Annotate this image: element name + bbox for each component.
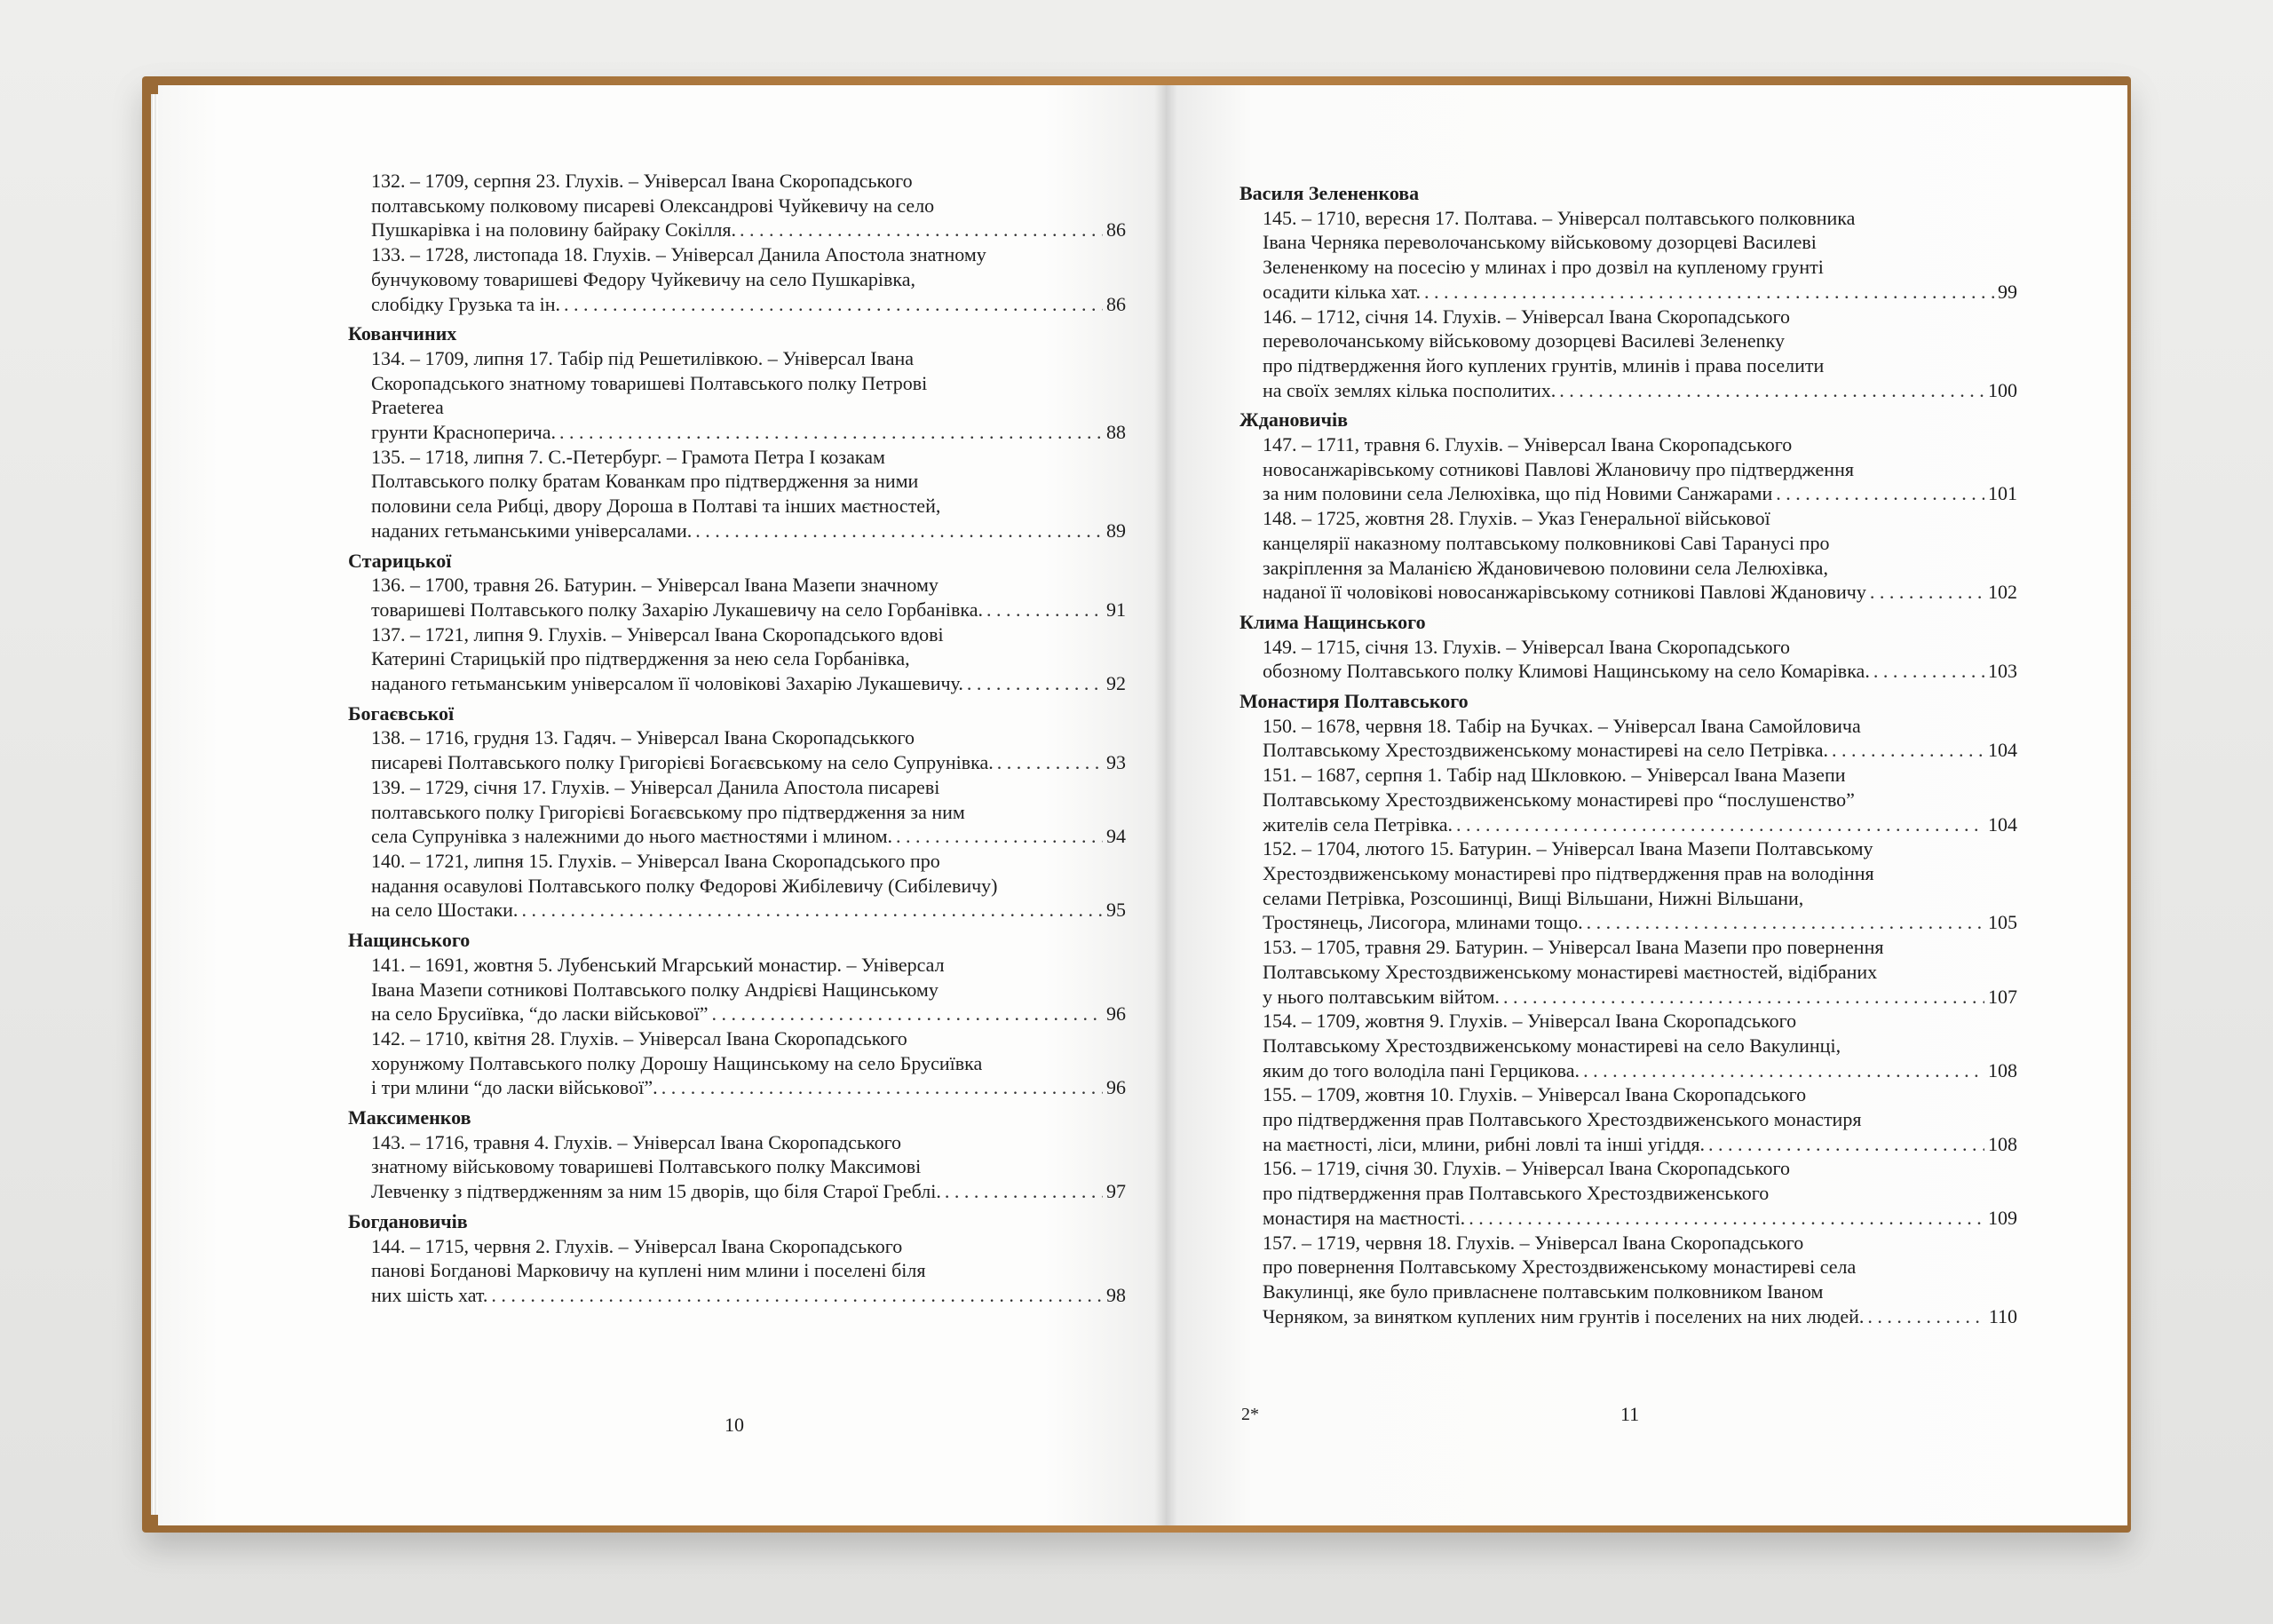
dot-leader xyxy=(1870,580,1984,605)
entry-last-text: обозному Полтавського полку Климові Нащинському на село Комарівка. xyxy=(1263,660,1870,683)
entry-last-text: слобідку Грузька та ін. xyxy=(371,292,561,315)
entry-line: панові Богданові Марковичу на куплені ним млини і поселені біля xyxy=(371,1259,926,1282)
entry-line: 132. – 1709, серпня 23. Глухів. – Універсал Івана Скоропадського xyxy=(371,170,913,192)
entry-line: про підтвердження прав Полтавського Хрестоздвиженського монастиря xyxy=(1263,1108,1862,1131)
entry-line: 144. – 1715, червня 2. Глухів. – Універсал Івана Скоропадського xyxy=(371,1234,903,1257)
entry-last-line xyxy=(1239,1206,2017,1231)
entry-last-text: жителів села Петрівка. xyxy=(1263,812,1453,836)
section-heading: Василя Зелененкова xyxy=(1239,182,1420,204)
dot-leader xyxy=(945,1179,1103,1204)
entry-line: 150. – 1678, червня 18. Табір на Бучках. – Універсал Івана Самойловича xyxy=(1263,714,1861,737)
entry-last-line xyxy=(1239,1058,2017,1083)
entry-line: 140. – 1721, липня 15. Глухів. – Універсал Івана Скоропадського про xyxy=(371,849,940,872)
toc-entry[interactable] xyxy=(1239,836,2017,935)
entry-line: 152. – 1704, лютого 15. Батурин. – Універсал Івана Мазепи Полтавському xyxy=(1263,837,1873,860)
section-heading: Нащинського xyxy=(348,929,471,952)
entry-last-line xyxy=(1239,738,2017,763)
entry-line: Катерині Старицькій про підтвердження за нею села Горбанівка, xyxy=(371,647,910,670)
entry-line: хорунжому Полтавського полку Дорошу Нащинському на село Брусиївка xyxy=(371,1051,983,1074)
entry-last-line xyxy=(1239,812,2017,837)
entry-last-text: Полтавському Хрестоздвиженському монастиреві на село Петрівка. xyxy=(1263,739,1828,762)
toc-entry[interactable] xyxy=(1239,432,2017,506)
page-reference[interactable]: 107 xyxy=(1988,985,2017,1008)
entry-last-text: Тростянець, Лисогора, млинами тощо. xyxy=(1263,911,1583,934)
entry-last-line xyxy=(348,824,1126,849)
entry-last-line xyxy=(1239,378,2017,403)
signature-mark: 2* xyxy=(1241,1405,1259,1424)
entry-last-text: у нього полтавським війтом. xyxy=(1263,985,1500,1008)
dot-leader xyxy=(695,519,1103,543)
entry-line: половини села Рибці, двору Дороша в Полтаві та інших маєтностей, xyxy=(371,495,941,518)
entry-line: Полтавському Хрестоздвиженському монастиреві маєтностей, відібраних xyxy=(1263,960,1878,983)
section-heading: Монастиря Полтавського xyxy=(1239,690,1469,713)
entry-last-text: них шість хат. xyxy=(371,1283,488,1306)
entry-line: Praeterea xyxy=(371,396,444,419)
entry-line: про підтвердження його куплених грунтів, млинів і права поселити xyxy=(1263,353,1825,376)
toc-entry[interactable] xyxy=(348,573,1126,622)
dot-leader xyxy=(491,1283,1103,1308)
page-reference[interactable]: 100 xyxy=(1988,378,2017,401)
entry-last-line xyxy=(348,671,1126,696)
entry-line: 151. – 1687, серпня 1. Табір над Шкловкою. – Універсал Івана Мазепи xyxy=(1263,764,1846,787)
entry-last-text: наданої її чоловікові новосанжарівському сотникові Павлові Ждановичу xyxy=(1263,581,1866,604)
right-contents-column xyxy=(1239,176,2017,1328)
entry-line: 138. – 1716, грудня 13. Гадяч. – Універсал Івана Скоропадськкого xyxy=(371,726,915,749)
section-heading: Ждановичів xyxy=(1239,408,1348,432)
page-reference[interactable]: 96 xyxy=(1106,1076,1126,1099)
entry-line: Полтавському Хрестоздвиженському монастиреві на село Вакулинці, xyxy=(1263,1034,1841,1057)
section-heading: Максименков xyxy=(348,1106,471,1129)
entry-line: новосанжарівському сотникові Павлові Жлановичу про підтвердження xyxy=(1263,457,1854,480)
entry-last-text: і три млини “до ласки військової”. xyxy=(371,1076,658,1099)
entry-last-line xyxy=(348,898,1126,923)
entry-line: Зелененкому на посесію у млинах і про дозвіл на купленому грунті xyxy=(1263,256,1824,279)
entry-last-line xyxy=(1239,280,2017,305)
page-reference[interactable]: 101 xyxy=(1988,482,2017,505)
entry-line: полтавському полковому писареві Олександрові Чуйкевичу на село xyxy=(371,194,935,217)
entry-line: 135. – 1718, липня 7. С.-Петербург. – Грамота Петра І козакам xyxy=(371,445,885,468)
entry-line: Полтавському Хрестоздвиженському монастиреві про “послушенство” xyxy=(1263,788,1855,811)
entry-line: бунчуковому товаришеві Федору Чуйкевичу на село Пушкарівка, xyxy=(371,267,916,290)
entry-last-text: на село Брусиївка, “до ласки військової” xyxy=(371,1002,709,1026)
toc-entry[interactable] xyxy=(1239,1156,2017,1230)
dot-leader xyxy=(967,671,1103,696)
entry-line: 156. – 1719, січня 30. Глухів. – Універсал Івана Скоропадського xyxy=(1263,1157,1790,1180)
entry-last-text: Левченку з підтвердженням за ним 15 дворів, що біля Старої Греблі. xyxy=(371,1180,941,1203)
dot-leader xyxy=(564,292,1103,317)
entry-last-line xyxy=(348,1075,1126,1100)
dot-leader xyxy=(1587,910,1984,935)
dot-leader xyxy=(997,750,1103,775)
entry-last-text: яким до того володіла пані Герцикова. xyxy=(1263,1058,1580,1081)
entry-line: полтавського полку Григорієві Богаєвському про підтвердження за ним xyxy=(371,800,965,823)
page-reference[interactable]: 86 xyxy=(1106,292,1126,315)
dot-leader xyxy=(521,898,1103,923)
right-page-number: 11 xyxy=(1620,1403,1640,1425)
entry-line: Івана Мазепи сотникові Полтавського полку Андрієві Нащинському xyxy=(371,978,939,1001)
page-reference[interactable]: 86 xyxy=(1106,218,1126,242)
entry-line: Хрестоздвиженському монастиреві про підтвердження прав на володіння xyxy=(1263,861,1874,884)
toc-entry[interactable] xyxy=(1239,714,2017,763)
entry-line: 145. – 1710, вересня 17. Полтава. – Універсал полтавського полковника xyxy=(1263,206,1856,229)
page-reference[interactable]: 97 xyxy=(1106,1180,1126,1203)
toc-entry[interactable] xyxy=(348,1234,1126,1308)
entry-line: про повернення Полтавському Хрестоздвиженському монастиреві села xyxy=(1263,1256,1857,1279)
toc-entry[interactable] xyxy=(348,242,1126,316)
entry-last-line xyxy=(1239,910,2017,935)
entry-last-line xyxy=(348,1179,1126,1204)
entry-line: знатному військовому товаришеві Полтавського полку Максимові xyxy=(371,1155,922,1178)
entry-line: Полтавського полку братам Кованкам про підтвердження за ними xyxy=(371,470,919,493)
page-reference[interactable]: 105 xyxy=(1988,911,2017,934)
section-heading: Кованчиних xyxy=(348,322,457,345)
entry-line: надання осавулові Полтавського полку Федорові Жибілевичу (Сибілевичу) xyxy=(371,874,998,897)
toc-entry[interactable] xyxy=(1239,935,2017,1009)
entry-last-text: на маєтності, ліси, млини, рибні ловлі та інші угіддя. xyxy=(1263,1132,1706,1155)
page-reference[interactable]: 109 xyxy=(1988,1206,2017,1229)
toc-entry[interactable] xyxy=(1239,763,2017,836)
toc-entry[interactable] xyxy=(1239,1231,2017,1329)
page-reference[interactable]: 89 xyxy=(1106,519,1126,542)
entry-last-text: товаришеві Полтавського полку Захарію Лукашевичу на село Горбанівка. xyxy=(371,598,984,621)
entry-line: про підтвердження прав Полтавського Хрестоздвиженського xyxy=(1263,1182,1770,1205)
entry-last-text: села Супрунівка з належними до нього маєтностями і млином. xyxy=(371,825,893,848)
dot-leader xyxy=(661,1075,1103,1100)
toc-entry[interactable] xyxy=(348,1026,1126,1100)
entry-last-text: на село Шостаки. xyxy=(371,899,519,922)
entry-line: 133. – 1728, листопада 18. Глухів. – Універсал Данила Апостола знатному xyxy=(371,243,986,266)
dot-leader xyxy=(1469,1206,1984,1231)
page-reference[interactable]: 103 xyxy=(1988,660,2017,683)
entry-line: 148. – 1725, жовтня 28. Глухів. – Указ Генеральної військової xyxy=(1263,507,1770,530)
toc-entry[interactable] xyxy=(348,775,1126,849)
toc-entry[interactable] xyxy=(348,953,1126,1026)
entry-line: 154. – 1709, жовтня 9. Глухів. – Універсал Івана Скоропадського xyxy=(1263,1010,1797,1033)
entry-line: Івана Черняка переволочанському військовому дозорцеві Василеві xyxy=(1263,231,1817,254)
entry-last-line xyxy=(348,292,1126,317)
page-reference[interactable]: 104 xyxy=(1988,812,2017,836)
entry-last-text: за ним половини села Лелюхівка, що під Новими Санжарами xyxy=(1263,482,1773,505)
entry-line: 149. – 1715, січня 13. Глухів. – Універсал Івана Скоропадського xyxy=(1263,635,1790,658)
dot-leader xyxy=(1559,378,1984,403)
entry-line: 141. – 1691, жовтня 5. Лубенський Мгарський монастир. – Універсал xyxy=(371,953,945,976)
dot-leader xyxy=(559,420,1103,445)
entry-line: 157. – 1719, червня 18. Глухів. – Універсал Івана Скоропадського xyxy=(1263,1231,1804,1254)
entry-line: селами Петрівка, Розсошинці, Вищі Вільшани, Нижні Вільшани, xyxy=(1263,886,1804,909)
page-reference[interactable]: 96 xyxy=(1106,1002,1126,1026)
entry-line: 134. – 1709, липня 17. Табір під Решетилівкою. – Універсал Івана xyxy=(371,346,914,369)
dot-leader xyxy=(1873,659,1984,684)
entry-last-line xyxy=(1239,985,2017,1010)
entry-line: 136. – 1700, травня 26. Батурин. – Універсал Івана Мазепи значному xyxy=(371,574,939,597)
toc-entry[interactable] xyxy=(348,346,1126,445)
left-contents-column xyxy=(348,169,1126,1308)
entry-last-line xyxy=(1239,659,2017,684)
entry-line: Скоропадського знатному товаришеві Полтавського полку Петрові xyxy=(371,371,928,394)
page-reference[interactable]: 95 xyxy=(1106,899,1126,922)
entry-line: 147. – 1711, травня 6. Глухів. – Універсал Івана Скоропадського xyxy=(1263,433,1793,456)
page-reference[interactable]: 88 xyxy=(1106,421,1126,444)
toc-entry[interactable] xyxy=(348,445,1126,543)
section-heading: Старицької xyxy=(348,549,452,572)
page-reference[interactable]: 108 xyxy=(1988,1058,2017,1081)
dot-leader xyxy=(896,824,1103,849)
entry-last-line xyxy=(1239,481,2017,506)
entry-line: канцелярії наказному полтавському полковникові Саві Таранусі про xyxy=(1263,531,1830,554)
entry-last-text: Пушкарівка і на половину байраку Сокілля. xyxy=(371,218,737,242)
entry-last-line xyxy=(348,1283,1126,1308)
entry-last-text: монастиря на маєтності. xyxy=(1263,1206,1466,1229)
toc-entry[interactable] xyxy=(1239,635,2017,684)
toc-entry[interactable] xyxy=(1239,1082,2017,1156)
dot-leader xyxy=(1456,812,1984,837)
page-reference[interactable]: 91 xyxy=(1106,598,1126,621)
entry-last-text: на своїх землях кілька посполитих. xyxy=(1263,378,1556,401)
dot-leader xyxy=(1708,1132,1984,1157)
dot-leader xyxy=(1867,1304,1984,1329)
toc-entry[interactable] xyxy=(348,622,1126,696)
page-reference[interactable]: 93 xyxy=(1106,751,1126,774)
entry-line: переволочанському військовому дозорцеві Василеві Зеленenку xyxy=(1263,329,1785,353)
entry-last-line xyxy=(348,750,1126,775)
entry-line: 143. – 1716, травня 4. Глухів. – Універсал Івана Скоропадського xyxy=(371,1130,902,1153)
section-heading: Клима Нащинського xyxy=(1239,610,1426,633)
toc-entry[interactable] xyxy=(1239,305,2017,403)
dot-leader xyxy=(1832,738,1984,763)
entry-last-line xyxy=(348,519,1126,543)
toc-entry[interactable] xyxy=(1239,206,2017,305)
entry-line: 153. – 1705, травня 29. Батурин. – Універсал Івана Мазепи про повернення xyxy=(1263,936,1884,959)
dot-leader xyxy=(986,598,1103,622)
entry-last-text: грунти Красноперича. xyxy=(371,421,557,444)
dot-leader xyxy=(1583,1058,1984,1083)
entry-last-line xyxy=(348,420,1126,445)
page-reference[interactable]: 92 xyxy=(1106,672,1126,695)
page-reference[interactable]: 99 xyxy=(1998,280,2017,303)
entry-line: закріплення за Маланією Ждановичевою половини села Лелюхівка, xyxy=(1263,556,1828,579)
entry-line: 155. – 1709, жовтня 10. Глухів. – Універсал Івана Скоропадського xyxy=(1263,1083,1807,1106)
entry-line: 146. – 1712, січня 14. Глухів. – Універсал Івана Скоропадського xyxy=(1263,305,1790,328)
entry-last-line xyxy=(1239,1304,2017,1329)
entry-last-text: осадити кілька хат. xyxy=(1263,280,1421,303)
entry-last-line xyxy=(1239,580,2017,605)
page-reference[interactable]: 102 xyxy=(1988,581,2017,604)
toc-entry[interactable] xyxy=(1239,506,2017,605)
entry-line: 139. – 1729, січня 17. Глухів. – Універсал Данила Апостола писареві xyxy=(371,775,940,798)
toc-entry[interactable] xyxy=(348,849,1126,923)
page-reference[interactable]: 94 xyxy=(1106,825,1126,848)
dot-leader xyxy=(1776,481,1984,506)
dot-leader xyxy=(1503,985,1984,1010)
book-gutter xyxy=(1154,85,1177,1525)
left-page-number: 10 xyxy=(725,1414,744,1436)
entry-last-line xyxy=(348,1002,1126,1026)
entry-last-line xyxy=(1239,1132,2017,1157)
dot-leader xyxy=(1424,280,1994,305)
toc-entry[interactable] xyxy=(1239,1009,2017,1082)
entry-line: Вакулинці, яке було привласнене полтавським полковником Іваном xyxy=(1263,1279,1824,1303)
entry-last-text: Черняком, за винятком куплених ним грунтів і поселених на них людей. xyxy=(1263,1304,1865,1327)
toc-entry[interactable] xyxy=(348,1130,1126,1204)
entry-last-line xyxy=(348,218,1126,242)
entry-line: 137. – 1721, липня 9. Глухів. – Універсал Івана Скоропадського вдові xyxy=(371,622,944,646)
page-reference[interactable]: 104 xyxy=(1988,739,2017,762)
dot-leader xyxy=(712,1002,1104,1026)
entry-last-text: наданого гетьманським універсалом її чоловікові Захарію Лукашевичу. xyxy=(371,672,963,695)
page-reference[interactable]: 110 xyxy=(1988,1304,2017,1327)
section-heading: Богаєвської xyxy=(348,701,455,725)
section-heading: Богдановичів xyxy=(348,1209,468,1232)
toc-entry[interactable] xyxy=(348,725,1126,774)
dot-leader xyxy=(740,218,1103,242)
entry-last-line xyxy=(348,598,1126,622)
entry-last-text: писареві Полтавського полку Григорієві Богаєвському на село Супрунівка. xyxy=(371,751,994,774)
page-reference[interactable]: 98 xyxy=(1106,1283,1126,1306)
entry-line: 142. – 1710, квітня 28. Глухів. – Універсал Івана Скоропадського xyxy=(371,1026,907,1050)
entry-last-text: наданих гетьманськими універсалами. xyxy=(371,519,693,542)
page-reference[interactable]: 108 xyxy=(1988,1132,2017,1155)
toc-entry[interactable] xyxy=(348,169,1126,242)
